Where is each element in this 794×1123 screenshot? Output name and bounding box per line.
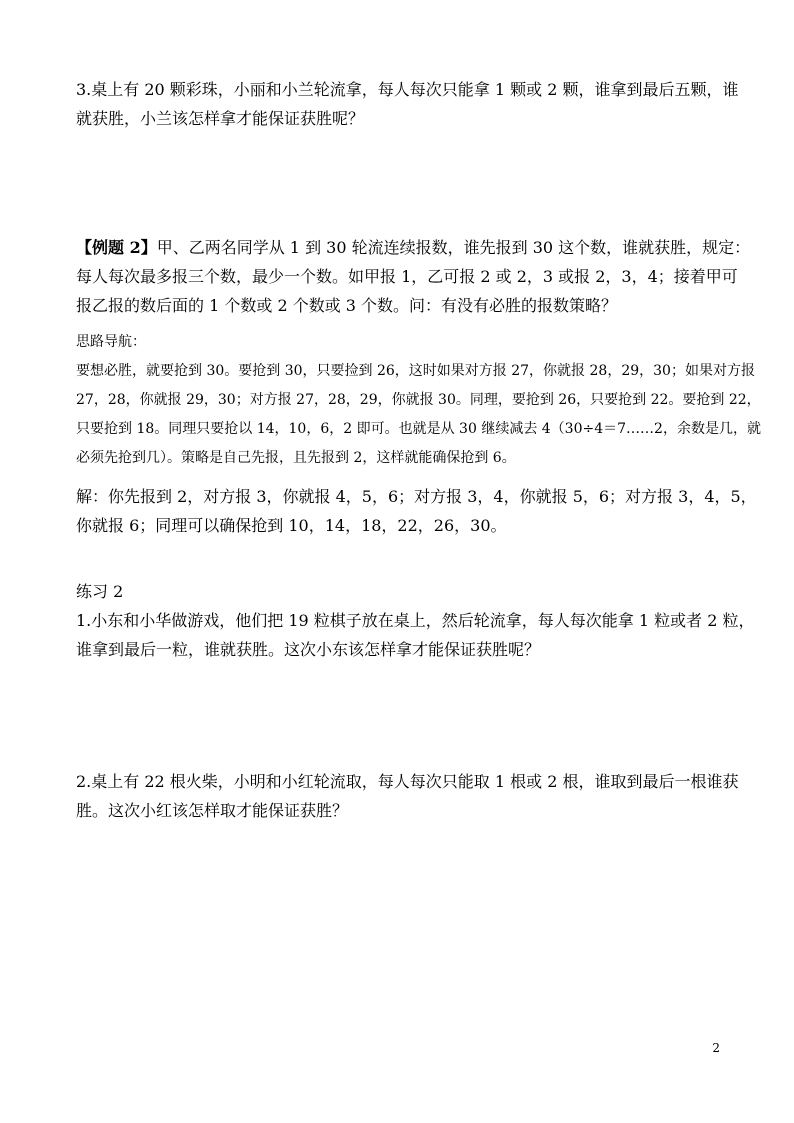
guide-line-4: 必须先抢到几）。策略是自己先报，且先报到 2，这样就能确保抢到 6。 xyxy=(76,450,516,466)
solution-line-1: 解：你先报到 2，对方报 3，你就报 4，5，6；对方报 3，4，你就报 5，6；对方报 3，4，5， xyxy=(76,487,757,506)
practice-2-q2-line-1: 2.桌上有 22 根火柴，小明和小红轮流取，每人每次只能取 1 根或 2 根，谁取到最后一根谁获 xyxy=(76,772,739,791)
practice-2-q1-line-2: 谁拿到最后一粒，谁就获胜。这次小东该怎样拿才能保证获胜呢？ xyxy=(76,640,541,659)
solution xyxy=(76,482,757,540)
practice-2-q2-line-2: 胜。这次小红该怎样取才能保证获胜？ xyxy=(76,801,349,820)
practice-2 xyxy=(76,577,755,664)
example-2-line-3: 报乙报的数后面的 1 个数或 2 个数或 3 个数。问：有没有必胜的报数策略？ xyxy=(76,296,618,315)
practice-2-q1-line-1: 1.小东和小华做游戏，他们把 19 粒棋子放在桌上，然后轮流拿，每人每次能拿 1 粒或者 2 粒， xyxy=(76,611,755,630)
example-2-line-1 xyxy=(76,233,751,262)
guide-line-2: 27，28，你就报 29，30；对方报 27，28，29，你就报 30。同理，要抢到 26，只要抢到 22。要抢到 22， xyxy=(76,392,761,408)
question-3-line-1: 3.桌上有 20 颗彩珠，小丽和小兰轮流拿，每人每次只能拿 1 颗或 2 颗，谁拿到最后五颗，谁 xyxy=(76,80,739,99)
example-2-line-1-text: 甲、乙两名同学从 1 到 30 轮流连续报数，谁先报到 30 这个数，谁就获胜，规定： xyxy=(156,238,751,257)
question-3 xyxy=(76,75,739,133)
example-2-heading: 【例题 2】 xyxy=(76,238,157,257)
solution-line-2: 你就报 6；同理可以确保抢到 10，14，18，22，26，30。 xyxy=(76,516,507,535)
practice-2-title: 练习 2 xyxy=(76,582,124,601)
guide-line-1: 要想必胜，就要抢到 30。要抢到 30，只要捡到 26，这时如果对方报 27，你就报 28，29，30；如果对方报 xyxy=(76,363,755,379)
guide-line-3: 只要抢到 18。同理只要抢以 14，10，6，2 即可。也就是从 30 继续减去 4（30÷4＝7……2，余数是几，就 xyxy=(76,421,761,437)
example-2 xyxy=(76,233,751,320)
practice-2-question-2 xyxy=(76,767,739,825)
example-2-line-2: 每人每次最多报三个数，最少一个数。如甲报 1，乙可报 2 或 2，3 或报 2，3，4；接着甲可 xyxy=(76,267,738,286)
page-number: 2 xyxy=(712,1041,720,1055)
guide-title: 思路导航： xyxy=(76,334,146,350)
guide-section xyxy=(76,328,761,473)
question-3-line-2: 就获胜，小兰该怎样拿才能保证获胜呢？ xyxy=(76,109,365,128)
